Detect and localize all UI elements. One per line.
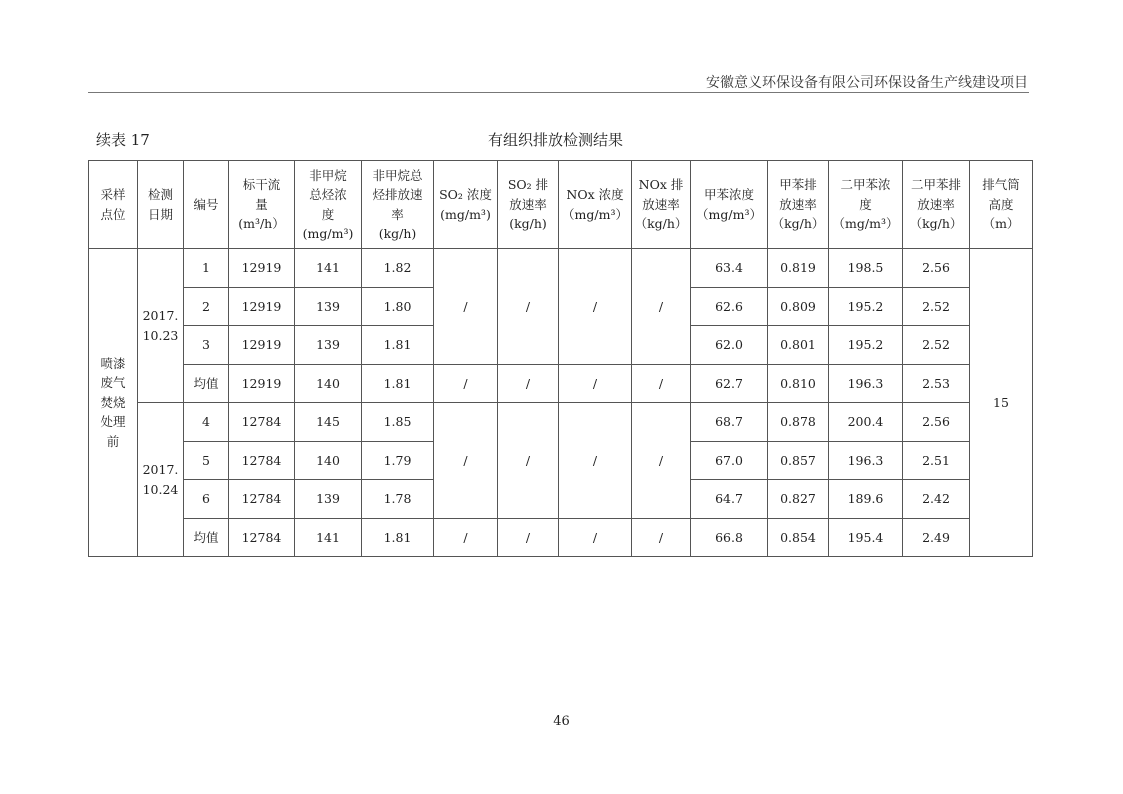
- flow-cell: 12919: [229, 364, 295, 403]
- nmhc-rate-cell: 1.81: [362, 326, 434, 365]
- number-cell: 6: [184, 480, 229, 519]
- nox-rate-cell: /: [632, 249, 691, 365]
- xylene-rate-cell: 2.53: [903, 364, 970, 403]
- toluene-conc-cell: 62.6: [691, 287, 768, 326]
- col-header-toluene-conc: 甲苯浓度 （mg/m³）: [691, 161, 768, 249]
- average-row: [89, 518, 1033, 557]
- flow-cell: 12919: [229, 326, 295, 365]
- toluene-rate-cell: 0.809: [768, 287, 829, 326]
- col-header-stack-height: 排气筒 高度 （m）: [970, 161, 1033, 249]
- so2-conc-cell: /: [434, 249, 498, 365]
- toluene-conc-cell: 64.7: [691, 480, 768, 519]
- xylene-rate-cell: 2.56: [903, 249, 970, 288]
- xylene-conc-cell: 195.4: [829, 518, 903, 557]
- col-header-sampling-point: 采样 点位: [89, 161, 138, 249]
- table-row: [89, 249, 1033, 288]
- toluene-conc-cell: 62.0: [691, 326, 768, 365]
- xylene-rate-cell: 2.56: [903, 403, 970, 442]
- flow-cell: 12919: [229, 287, 295, 326]
- nmhc-conc-cell: 139: [295, 480, 362, 519]
- xylene-rate-cell: 2.49: [903, 518, 970, 557]
- xylene-rate-cell: 2.42: [903, 480, 970, 519]
- toluene-conc-cell: 68.7: [691, 403, 768, 442]
- nmhc-conc-cell: 145: [295, 403, 362, 442]
- toluene-rate-cell: 0.819: [768, 249, 829, 288]
- xylene-conc-cell: 196.3: [829, 441, 903, 480]
- date-cell: 2017. 10.24: [138, 403, 184, 557]
- flow-cell: 12784: [229, 403, 295, 442]
- nox-rate-cell: /: [632, 364, 691, 403]
- col-header-flow: 标干流 量 (m³/h）: [229, 161, 295, 249]
- table-title: 有组织排放检测结果: [488, 131, 624, 149]
- nox-conc-cell: /: [559, 249, 632, 365]
- nmhc-conc-cell: 140: [295, 364, 362, 403]
- table-number: 续表 17: [96, 131, 150, 149]
- flow-cell: 12784: [229, 518, 295, 557]
- number-cell: 4: [184, 403, 229, 442]
- col-header-nox-rate: NOx 排 放速率 （kg/h）: [632, 161, 691, 249]
- col-header-so2-conc: SO₂ 浓度 (mg/m³): [434, 161, 498, 249]
- toluene-rate-cell: 0.878: [768, 403, 829, 442]
- nox-rate-cell: /: [632, 518, 691, 557]
- page-number: 46: [553, 714, 570, 729]
- nmhc-conc-cell: 139: [295, 326, 362, 365]
- number-cell: 1: [184, 249, 229, 288]
- so2-conc-cell: /: [434, 364, 498, 403]
- col-header-nmhc-rate: 非甲烷总 烃排放速 率 (kg/h): [362, 161, 434, 249]
- xylene-conc-cell: 200.4: [829, 403, 903, 442]
- so2-conc-cell: /: [434, 518, 498, 557]
- date-cell: 2017. 10.23: [138, 249, 184, 403]
- toluene-conc-cell: 67.0: [691, 441, 768, 480]
- nmhc-rate-cell: 1.82: [362, 249, 434, 288]
- col-header-number: 编号: [184, 161, 229, 249]
- nmhc-rate-cell: 1.80: [362, 287, 434, 326]
- xylene-conc-cell: 196.3: [829, 364, 903, 403]
- xylene-conc-cell: 198.5: [829, 249, 903, 288]
- number-cell: 5: [184, 441, 229, 480]
- flow-cell: 12784: [229, 480, 295, 519]
- sampling-point-cell: 喷漆 废气 焚烧 处理 前: [89, 249, 138, 557]
- average-label-cell: 均值: [184, 364, 229, 403]
- nmhc-rate-cell: 1.85: [362, 403, 434, 442]
- table-header-row: [89, 161, 1033, 249]
- xylene-rate-cell: 2.51: [903, 441, 970, 480]
- nox-rate-cell: /: [632, 403, 691, 519]
- nmhc-conc-cell: 141: [295, 518, 362, 557]
- toluene-rate-cell: 0.810: [768, 364, 829, 403]
- nox-conc-cell: /: [559, 403, 632, 519]
- col-header-date: 检测 日期: [138, 161, 184, 249]
- nmhc-conc-cell: 139: [295, 287, 362, 326]
- xylene-conc-cell: 195.2: [829, 287, 903, 326]
- toluene-rate-cell: 0.857: [768, 441, 829, 480]
- nox-conc-cell: /: [559, 364, 632, 403]
- nmhc-rate-cell: 1.81: [362, 364, 434, 403]
- so2-rate-cell: /: [498, 518, 559, 557]
- col-header-xylene-rate: 二甲苯排 放速率 （kg/h）: [903, 161, 970, 249]
- so2-rate-cell: /: [498, 249, 559, 365]
- average-label-cell: 均值: [184, 518, 229, 557]
- col-header-nmhc-conc: 非甲烷 总烃浓 度 (mg/m³): [295, 161, 362, 249]
- toluene-rate-cell: 0.801: [768, 326, 829, 365]
- col-header-toluene-rate: 甲苯排 放速率 （kg/h）: [768, 161, 829, 249]
- col-header-so2-rate: SO₂ 排 放速率 (kg/h): [498, 161, 559, 249]
- nox-conc-cell: /: [559, 518, 632, 557]
- header-divider: [88, 92, 1029, 93]
- average-row: [89, 364, 1033, 403]
- number-cell: 3: [184, 326, 229, 365]
- stack-height-cell: 15: [970, 249, 1033, 557]
- col-header-xylene-conc: 二甲苯浓 度 （mg/m³）: [829, 161, 903, 249]
- toluene-conc-cell: 62.7: [691, 364, 768, 403]
- so2-rate-cell: /: [498, 364, 559, 403]
- xylene-rate-cell: 2.52: [903, 287, 970, 326]
- nmhc-rate-cell: 1.81: [362, 518, 434, 557]
- toluene-rate-cell: 0.854: [768, 518, 829, 557]
- nmhc-conc-cell: 141: [295, 249, 362, 288]
- emission-results-table: [88, 160, 1033, 557]
- xylene-conc-cell: 195.2: [829, 326, 903, 365]
- number-cell: 2: [184, 287, 229, 326]
- nmhc-conc-cell: 140: [295, 441, 362, 480]
- toluene-rate-cell: 0.827: [768, 480, 829, 519]
- col-header-nox-conc: NOx 浓度 （mg/m³）: [559, 161, 632, 249]
- table-row: [89, 403, 1033, 442]
- report-header-title: 安徽意义环保设备有限公司环保设备生产线建设项目: [706, 75, 1028, 91]
- flow-cell: 12919: [229, 249, 295, 288]
- xylene-conc-cell: 189.6: [829, 480, 903, 519]
- so2-rate-cell: /: [498, 403, 559, 519]
- nmhc-rate-cell: 1.78: [362, 480, 434, 519]
- toluene-conc-cell: 66.8: [691, 518, 768, 557]
- xylene-rate-cell: 2.52: [903, 326, 970, 365]
- nmhc-rate-cell: 1.79: [362, 441, 434, 480]
- toluene-conc-cell: 63.4: [691, 249, 768, 288]
- flow-cell: 12784: [229, 441, 295, 480]
- so2-conc-cell: /: [434, 403, 498, 519]
